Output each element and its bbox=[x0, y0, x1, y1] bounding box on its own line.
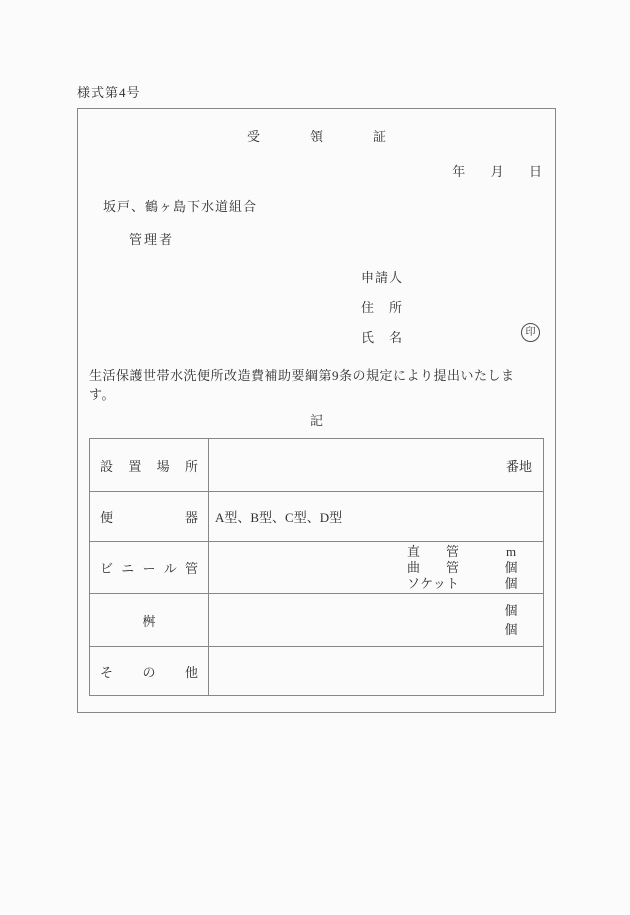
vinyl-pipe-lines bbox=[209, 543, 518, 592]
line-unit: 個 bbox=[504, 603, 518, 618]
line-name: 曲 管 bbox=[407, 559, 459, 575]
line-unit: m bbox=[505, 543, 517, 559]
line-name: 直 管 bbox=[407, 543, 459, 559]
declaration-text: 生活保護世帯水洗便所改造費補助要綱第9条の規定により提出いたします。 bbox=[89, 368, 515, 402]
applicant-label: 申請人 bbox=[361, 270, 404, 285]
row-label-masu: 桝 bbox=[142, 613, 156, 629]
line-bent-pipe bbox=[407, 560, 522, 576]
form-number: 様式第4号 bbox=[77, 85, 141, 100]
table-row-masu bbox=[90, 594, 544, 647]
table-row-toilet bbox=[90, 492, 544, 542]
row-label-other: そ の 他 bbox=[100, 664, 198, 680]
table-row-other bbox=[90, 647, 544, 696]
date-line: 年 月 日 bbox=[452, 164, 542, 179]
manager-label: 管理者 bbox=[129, 232, 175, 247]
line-straight-pipe bbox=[407, 544, 522, 560]
document-border-box bbox=[77, 108, 556, 713]
masu-lines bbox=[209, 601, 518, 639]
table-row-vinyl-pipe bbox=[90, 542, 544, 594]
banchi-suffix: 番地 bbox=[505, 458, 532, 474]
address-label: 住 所 bbox=[361, 300, 402, 315]
seal-stamp-icon: 印 bbox=[521, 323, 540, 342]
row-label-toilet: 便 器 bbox=[100, 510, 198, 525]
row-label-vinyl-pipe: ビ ニ ー ル 管 bbox=[100, 561, 198, 576]
line-masu-2 bbox=[407, 620, 522, 639]
line-name: ソケット bbox=[407, 575, 459, 591]
table-row-installation-place bbox=[90, 439, 544, 492]
row-label-installation-place: 設 置 場 所 bbox=[100, 458, 198, 474]
items-table bbox=[89, 438, 544, 696]
line-unit: 個 bbox=[504, 575, 518, 591]
section-marker: 記 bbox=[309, 413, 323, 428]
line-unit: 個 bbox=[504, 559, 518, 575]
line-socket bbox=[407, 576, 522, 592]
line-unit: 個 bbox=[504, 622, 518, 637]
line-masu-1 bbox=[407, 601, 522, 620]
document-title: 受 領 証 bbox=[246, 129, 387, 144]
name-label: 氏 名 bbox=[361, 330, 402, 345]
toilet-types-value: A型、B型、C型、D型 bbox=[215, 510, 343, 525]
organization-name: 坂戸、鶴ヶ島下水道組合 bbox=[103, 199, 258, 214]
